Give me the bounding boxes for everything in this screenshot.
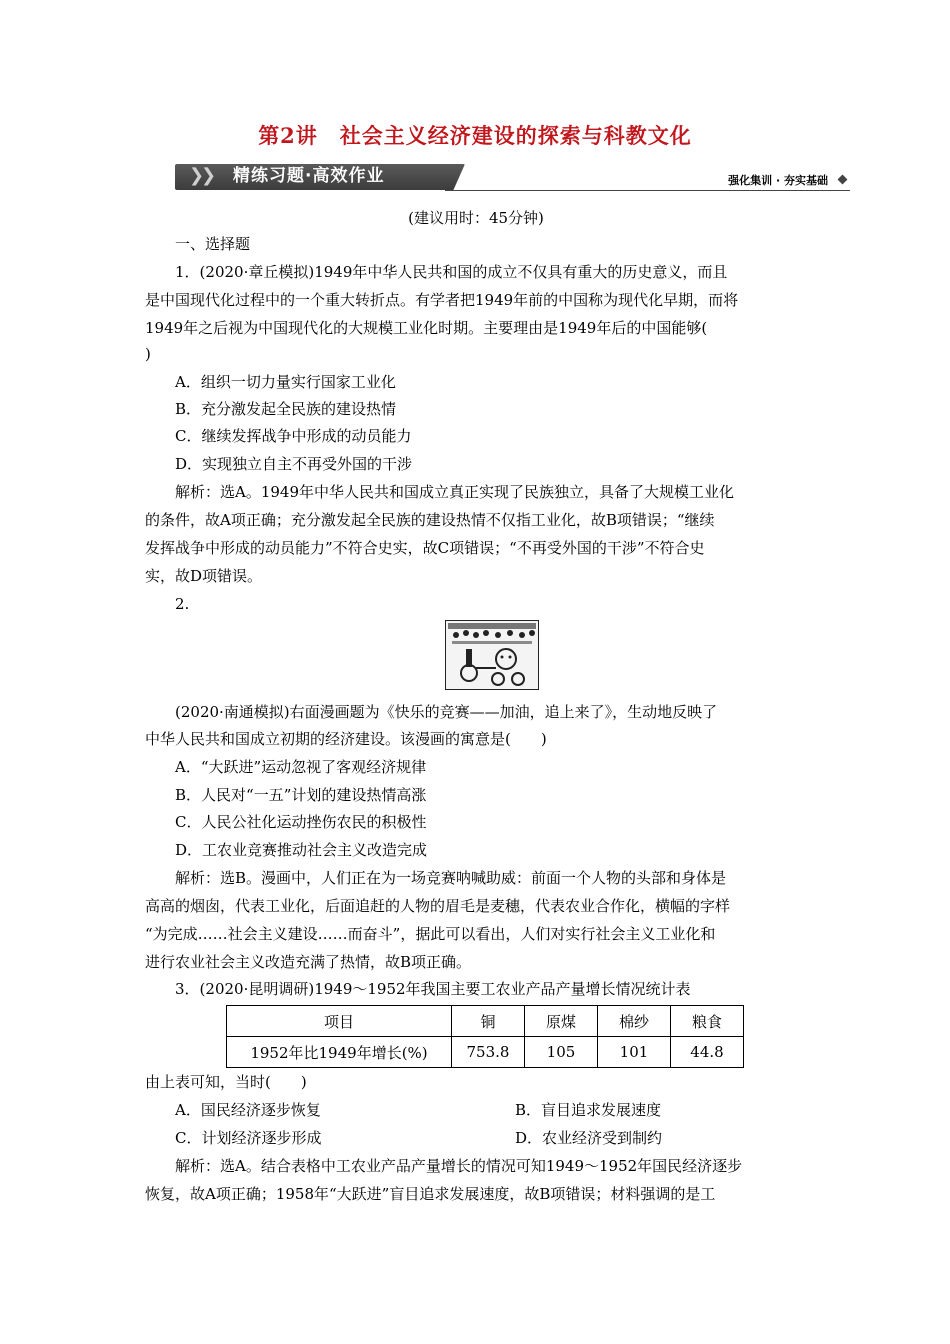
q1-stem-line: 是中国现代化过程中的一个重大转折点。有学者把1949年前的中国称为现代化早期，而将 (145, 291, 739, 309)
table-header-cell: 原煤 (525, 1006, 598, 1037)
q2-option-d: D．工农业竞赛推动社会主义改造完成 (175, 841, 428, 859)
q1-answer-line: 解析：选A。1949年中华人民共和国成立真正实现了民族独立，具备了大规模工业化 (175, 483, 735, 501)
q1-option-d: D．实现独立自主不再受外国的干涉 (175, 455, 413, 473)
q2-stem-line: 中华人民共和国成立初期的经济建设。该漫画的寓意是( ) (145, 730, 547, 748)
q3-answer-line: 恢复，故A项正确；1958年“大跃进”盲目追求发展速度，故B项错误；材料强调的是工 (145, 1185, 716, 1203)
q2-answer-line: 高高的烟囱，代表工业化，后面追赶的人物的眉毛是麦穗，代表农业合作化，横幅的字样 (145, 897, 731, 915)
q1-stem-line: ) (145, 345, 151, 363)
q2-stem-line: (2020·南通模拟)右面漫画题为《快乐的竞赛——加油，追上来了》，生动地反映了 (175, 703, 718, 721)
chevron-right-icon: ❯ (201, 165, 217, 186)
chevron-right-icon: ❯ (189, 165, 205, 186)
cartoon-illustration (446, 621, 538, 689)
q3-option-a: A．国民经济逐步恢复 (175, 1101, 321, 1119)
section-heading: 一、选择题 (175, 235, 251, 253)
q1-stem-line: 1949年之后视为中国现代化的大规模工业化时期。主要理由是1949年后的中国能够( (145, 319, 708, 337)
q1-stem-line: 1．(2020·章丘模拟)1949年中华人民共和国的成立不仅具有重大的历史意义，而且 (175, 263, 728, 281)
table-header-cell: 铜 (452, 1006, 525, 1037)
q3-option-b: B．盲目追求发展速度 (515, 1101, 662, 1119)
table-header-cell: 粮食 (671, 1006, 744, 1037)
diamond-icon (838, 175, 848, 185)
table-header-cell: 棉纱 (598, 1006, 671, 1037)
q1-option-c: C．继续发挥战争中形成的动员能力 (175, 427, 412, 445)
q1-answer-line: 实，故D项错误。 (145, 567, 263, 585)
section-banner (175, 162, 850, 194)
table-cell: 44.8 (671, 1037, 744, 1068)
production-table (226, 1005, 744, 1068)
banner-rule (445, 190, 850, 191)
time-hint: (建议用时：45分钟) (408, 209, 544, 227)
q2-number: 2. (175, 595, 190, 613)
q2-option-c: C．人民公社化运动挫伤农民的积极性 (175, 813, 427, 831)
q1-answer-line: 发挥战争中形成的动员能力”不符合史实，故C项错误；“不再受外国的干涉”不符合史 (145, 539, 705, 557)
table-row (227, 1037, 744, 1068)
cartoon-image (445, 620, 539, 690)
table-cell: 753.8 (452, 1037, 525, 1068)
banner-right-text: 强化集训 · 夯实基础 (728, 174, 828, 187)
q3-stem: 3．(2020·昆明调研)1949～1952年我国主要工农业产品产量增长情况统计表 (175, 980, 691, 998)
table-cell: 101 (598, 1037, 671, 1068)
q2-answer-line: 进行农业社会主义改造充满了热情，故B项正确。 (145, 953, 472, 971)
q1-option-b: B．充分激发起全民族的建设热情 (175, 400, 397, 418)
q1-answer-line: 的条件，故A项正确；充分激发起全民族的建设热情不仅指工业化，故B项错误；“继续 (145, 511, 715, 529)
table-cell: 1952年比1949年增长(%) (227, 1037, 452, 1068)
table-header-cell: 项目 (227, 1006, 452, 1037)
q2-option-b: B．人民对“一五”计划的建设热情高涨 (175, 786, 427, 804)
q2-answer-line: “为完成……社会主义建设……而奋斗”，据此可以看出，人们对实行社会主义工业化和 (145, 925, 716, 943)
table-header-row (227, 1006, 744, 1037)
table-cell: 105 (525, 1037, 598, 1068)
page-title: 第2讲 社会主义经济建设的探索与科教文化 (258, 123, 692, 148)
q3-option-c: C．计划经济逐步形成 (175, 1129, 322, 1147)
q3-answer-line: 解析：选A。结合表格中工农业产品产量增长的情况可知1949～1952年国民经济逐步 (175, 1157, 743, 1175)
q2-option-a: A．“大跃进”运动忽视了客观经济规律 (175, 758, 427, 776)
q3-option-d: D．农业经济受到制约 (515, 1129, 663, 1147)
q1-option-a: A．组织一切力量实行国家工业化 (175, 373, 396, 391)
banner-label: 精练习题·高效作业 (233, 166, 385, 186)
q3-after-table: 由上表可知，当时( ) (145, 1073, 307, 1091)
q2-answer-line: 解析：选B。漫画中，人们正在为一场竞赛呐喊助威：前面一个人物的头部和身体是 (175, 869, 727, 887)
